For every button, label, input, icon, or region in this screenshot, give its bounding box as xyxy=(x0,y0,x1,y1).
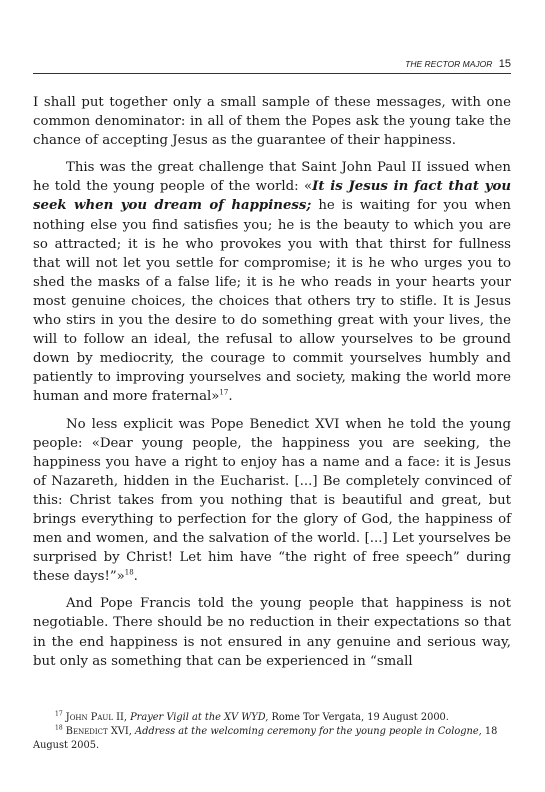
paragraph-2-body: he is waiting for you when nothing else you find satisfies you; he is the beauty to which you are so attracted; it is he who provokes you with that thirst for fullness that will not let you settle for compromise; it is he who urges you to shed the masks of a false life; it is he who reads in your hearts your most genuine choices, the choices that others try to stifle. It is Jesus who stirs in you the desire to do something great with your lives, the will to follow an ideal, the refusal to allow yourselves to be ground down by mediocrity, the courage to commit yourselves humbly and patiently to improving yourselves and society, making the world more human and more fraternal» xyxy=(33,198,511,405)
footnote-number: 18 xyxy=(55,724,63,732)
footnotes xyxy=(33,711,511,752)
paragraph-3-body: No less explicit was Pope Benedict XVI when he told the young people: «Dear young people, the happiness you are seeking, the happiness you have a right to enjoy has a name and a face: it is Jesus of Nazareth, hidden in the Eucharist. [...] Be completely convinced of this: Christ takes from you nothing that is beautiful and great, but brings everything to perfection for the glory of God, the happiness of men and women, and the salvation of the world. [...] Let yourselves be surprised by Christ! Let him have “the right of free speech” during these days!”» xyxy=(33,416,511,585)
paragraph-2-emphasis: It is Jesus in fact that you seek when you dream of happiness; xyxy=(33,179,511,214)
footnote-author: Benedict XVI, xyxy=(65,725,132,737)
footnote-18 xyxy=(33,725,511,753)
paragraph-1: I shall put together only a small sample of these messages, with one common denominator: in all of them the Popes ask the young take the chance of accepting Jesus as the guarantee of their happiness. xyxy=(33,95,511,149)
paragraph-2-intro: This was the great challenge that Saint John Paul II issued when he told the young people of the world: « xyxy=(33,160,511,195)
paragraph-3: No less explicit was Pope Benedict XVI when he told the young people: «Dear young people, the happiness you are seeking, the happiness you have a right to enjoy has a name and a face: it is Jesus of Nazareth, hidden in the Eucharist. [...] Be completely convinced of this: Christ takes from you nothing that is beautiful and great, but brings everything to perfection for the glory of God, the happiness of men and women, and the salvation of the world. [...] Let yourselves be surprised by Christ! Let him have “the right of free speech” during these days!”»$^{18}$. xyxy=(33,416,511,585)
footnote-source: 18 August 2005. xyxy=(33,725,498,751)
footnote-ref-17: 17 xyxy=(219,388,229,397)
paragraph-2: This was the great challenge that Saint John Paul II issued when he told the young people of the world: «It is Jesus in fact that you seek when you dream of happiness; he is waiting for you when nothing else you find satisfies you; he is the beauty to which you are so attracted; it is he who provokes you with that thirst for fullness that will not let you settle for compromise; it is he who urges you to shed the masks of a false life; it is he who reads in your hearts your most genuine choices, the choices that others try to stifle. It is Jesus who stirs in you the desire to do something great with your lives, the will to follow an ideal, the refusal to allow yourselves to be ground down by mediocrity, the courage to commit yourselves humbly and patiently to improving yourselves and society, making the world more human and more fraternal»$^{17}$. xyxy=(33,160,511,405)
running-title: THE RECTOR MAJOR xyxy=(405,59,493,69)
body-text xyxy=(33,93,511,671)
footnote-source: Rome Tor Vergata, 19 August 2000. xyxy=(268,712,449,723)
footnote-title: Prayer Vigil at the XV WYD, xyxy=(130,712,269,723)
footnote-17 xyxy=(33,711,511,725)
footnote-title: Address at the welcoming ceremony for the young people in Cologne, xyxy=(135,725,482,737)
page-number: 15 xyxy=(498,58,511,70)
running-header xyxy=(33,57,511,74)
footnote-author: John Paul II, xyxy=(65,712,127,723)
footnote-number: 17 xyxy=(55,710,63,718)
paragraph-4: And Pope Francis told the young people that happiness is not negotiable. There should be no reduction in their expectations so that in the end happiness is not ensured in any genuine and serious way, but only as something that can be experienced in “small xyxy=(33,596,511,669)
footnote-ref-18: 18 xyxy=(124,568,134,577)
